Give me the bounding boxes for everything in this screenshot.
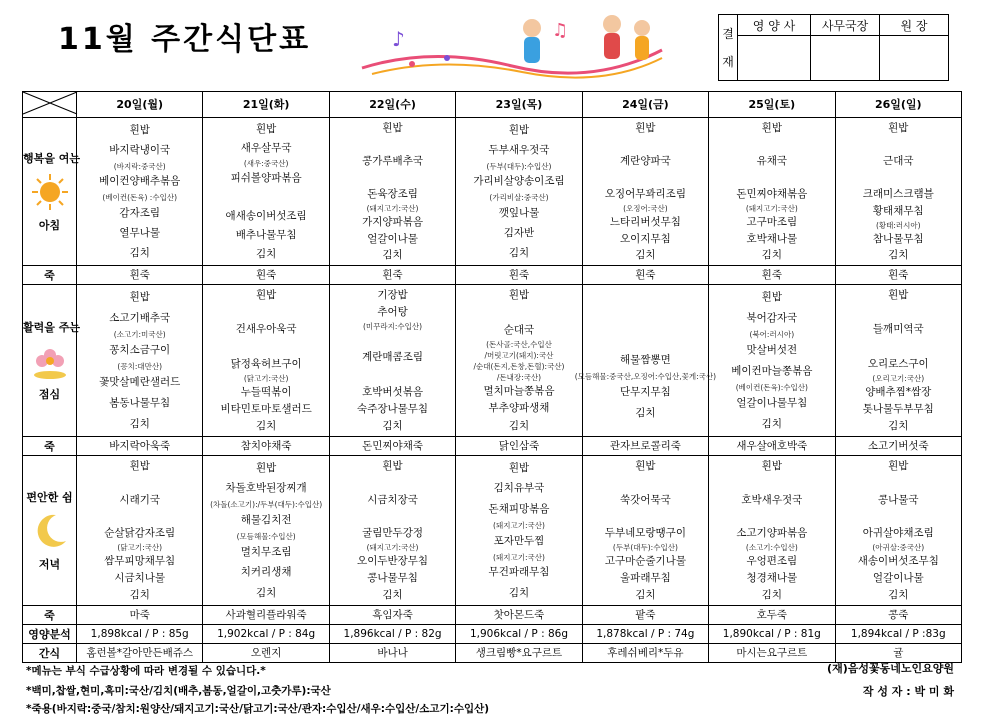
lunch-label-bottom: 점심: [38, 387, 61, 401]
nutrition-cell: 1,902kcal / P : 84g: [203, 625, 329, 644]
footer-org: (재)음성꽃동네노인요양원: [827, 662, 954, 675]
day-header: 26일(일): [835, 92, 961, 118]
juk-cell: 흑임자죽: [329, 606, 455, 625]
menu-item: 흰밥: [129, 291, 150, 303]
menu-item: /돈내장:국산): [496, 372, 542, 382]
menu-item: 아귀살야채조림: [862, 527, 934, 540]
menu-item: [583, 137, 708, 154]
lunch-row: [23, 285, 962, 437]
menu-item: [709, 475, 834, 492]
dinner-label-bottom: 저녁: [38, 557, 61, 571]
menu-item: 애새송이버섯조림: [225, 210, 307, 222]
menu-item: 흰밥: [255, 289, 277, 302]
menu-item: 기장밥: [377, 289, 408, 302]
breakfast-label-bottom: 아침: [38, 218, 61, 232]
approval-sign-1: [738, 36, 811, 81]
snack-label: 간식: [23, 644, 77, 663]
juk-cell: 사과혈리플라워죽: [203, 606, 329, 625]
dinner-cell: [582, 456, 708, 606]
menu-item: 호박버섯볶음: [362, 385, 423, 398]
menu-item: 김치: [635, 407, 656, 419]
juk-cell: 흰죽: [709, 266, 835, 285]
juk-cell: 소고기버섯죽: [835, 437, 961, 456]
menu-item: 돈채피망볶음: [488, 503, 550, 516]
menu-item: 김자반: [503, 226, 535, 239]
breakfast-cell: [329, 118, 455, 266]
menu-item: 새송이버섯조무침: [857, 555, 939, 568]
menu-item: 근대국: [883, 155, 914, 168]
menu-item: 김치: [888, 419, 909, 432]
menu-item: [836, 509, 961, 526]
approval-col-nutritionist: 영 양 사: [738, 15, 811, 36]
nutrition-cell: 1,898kcal / P : 85g: [77, 625, 203, 644]
snack-row: [23, 644, 962, 663]
menu-item: [709, 137, 834, 154]
menu-item: 황태채무침: [872, 204, 924, 217]
menu-item: 김치: [761, 589, 782, 602]
menu-item: [330, 509, 455, 526]
menu-item: (소고기:수입산): [745, 543, 798, 553]
menu-item: 소고기배추국: [109, 312, 171, 324]
decorative-illustration: [352, 6, 672, 80]
dinner-cell: [709, 456, 835, 606]
menu-item: 가리비살양송이조림: [473, 175, 565, 188]
menu-item: 흰밥: [761, 459, 782, 472]
menu-item: (가리비살:중국산): [489, 192, 549, 202]
menu-item: 유채국: [756, 155, 788, 168]
menu-item: 흰밥: [888, 121, 909, 134]
menu-item: (돼지고기:국산): [366, 543, 419, 553]
menu-item: 순살닭감자조림: [104, 527, 176, 540]
menu-item: [330, 475, 455, 492]
lunch-label: [23, 285, 80, 437]
menu-item: [836, 137, 961, 154]
menu-item: 배추나물무침: [235, 229, 297, 241]
menu-item: (황태:러시아): [875, 220, 921, 230]
menu-item: [583, 308, 708, 329]
menu-item: 흰밥: [508, 289, 530, 302]
menu-item: 베이컨마늘쫑볶음: [731, 365, 813, 377]
lunch-cell: [329, 285, 455, 437]
breakfast-row: [23, 118, 962, 266]
menu-item: 김치: [382, 419, 403, 432]
menu-item: 포자만두찜: [493, 534, 545, 547]
menu-item: (오징어:국산): [623, 204, 668, 214]
menu-item: 흰밥: [508, 123, 530, 136]
juk-cell: 흰죽: [456, 266, 582, 285]
dinner-cell: [329, 456, 455, 606]
menu-item: (차돌(소고기):/두부(대두):수입산): [210, 500, 323, 510]
menu-item: 김치: [255, 587, 277, 600]
menu-item: 가지양파볶음: [362, 215, 423, 228]
flower-icon: [30, 341, 70, 381]
menu-item: 김치: [888, 249, 909, 262]
menu-item: 흰밥: [761, 291, 782, 303]
approval-box: [718, 14, 949, 81]
menu-item: (베이컨(돈육):수입산): [735, 383, 808, 392]
menu-item: [330, 332, 455, 349]
menu-item: 호박새우젓국: [741, 493, 803, 506]
nutrition-cell: 1,890kcal / P : 81g: [709, 625, 835, 644]
menu-item: 들깨미역국: [872, 323, 924, 336]
breakfast-cell: [456, 118, 582, 266]
lunch-cell: [456, 285, 582, 437]
menu-item: 김치: [888, 589, 909, 602]
menu-item: [203, 188, 328, 207]
breakfast-cell: [582, 118, 708, 266]
menu-item: [203, 338, 328, 355]
snack-cell: 홈런볼*갈아만든배쥬스: [77, 644, 203, 663]
juk-label: 죽: [23, 606, 77, 625]
breakfast-cell: [709, 118, 835, 266]
menu-item: [836, 338, 961, 355]
menu-item: (돼지고기:국산): [493, 520, 545, 530]
menu-item: (오리고기:국산): [872, 373, 925, 383]
menu-item: 울파래무침: [620, 572, 671, 585]
juk-cell: 돈민찌야채죽: [329, 437, 455, 456]
snack-cell: 귤: [835, 644, 961, 663]
menu-item: 콩가루배추국: [362, 155, 423, 168]
day-header: 25일(토): [709, 92, 835, 118]
svg-text:♫: ♫: [552, 20, 569, 41]
menu-item: [836, 304, 961, 321]
menu-item: 시래기국: [119, 493, 160, 506]
lunch-cell: [835, 285, 961, 437]
menu-table: [22, 91, 962, 663]
juk-cell: 콩죽: [835, 606, 961, 625]
approval-sign-2: [811, 36, 880, 81]
dinner-cell: [77, 456, 203, 606]
menu-item: 흰밥: [761, 121, 782, 134]
lunch-cell: [574, 285, 717, 437]
nutrition-cell: 1,906kcal / P : 86g: [456, 625, 582, 644]
menu-item: 치커리생채: [240, 566, 292, 579]
menu-item: 오이두반장무침: [357, 555, 429, 568]
menu-item: (바지락:중국산): [113, 161, 166, 171]
menu-item: [77, 475, 202, 492]
menu-item: 누들떡볶이: [240, 385, 292, 398]
menu-item: 김치: [255, 248, 277, 260]
menu-item: [583, 329, 708, 350]
menu-item: (닭고기:국산): [243, 373, 289, 383]
nutrition-cell: 1,896kcal / P : 82g: [329, 625, 455, 644]
menu-item: (돼지고기:국산): [493, 552, 545, 562]
menu-item: 흰밥: [635, 121, 656, 134]
dinner-cell: [456, 456, 582, 606]
menu-item: (꽁치:대만산): [117, 362, 163, 371]
menu-item: [709, 170, 834, 187]
snack-cell: 바나나: [329, 644, 455, 663]
juk-cell: 흰죽: [203, 266, 329, 285]
menu-item: 쌈무피망채무침: [104, 555, 176, 568]
menu-item: 김치: [761, 418, 782, 430]
juk-cell: 흰죽: [77, 266, 203, 285]
menu-item: 쑥갓어묵국: [620, 493, 671, 506]
juk-cell: 마죽: [77, 606, 203, 625]
menu-item: 맛살버섯전: [746, 344, 798, 356]
menu-item: 계란매콤조림: [362, 351, 423, 364]
menu-item: 봄동나물무침: [109, 397, 171, 409]
juk-dinner-row: [23, 606, 962, 625]
menu-item: 콩나물국: [877, 493, 919, 506]
menu-item: [836, 475, 961, 492]
menu-item: 해물김치전: [240, 514, 292, 527]
menu-item: 고구마순줄기나물: [604, 555, 686, 568]
snack-cell: 후레쉬베리*두유: [582, 644, 708, 663]
menu-item: 부추양파생채: [488, 402, 550, 415]
approval-side-bottom: 재: [722, 54, 734, 69]
menu-item: 깻잎나물: [498, 206, 540, 219]
menu-item: 흰밥: [382, 121, 403, 134]
menu-item: 흰밥: [255, 123, 277, 135]
menu-item: 김치: [382, 589, 403, 602]
footer-note-3: *죽용(바지락:중국/참치:원양산/돼지고기:국산/닭고기:국산/관자:수입산/새우:수입산/소고기:수입산): [26, 703, 490, 715]
juk-cell: 흰죽: [329, 266, 455, 285]
menu-item: 흰밥: [635, 459, 656, 472]
menu-item: 순대국: [503, 323, 535, 336]
day-header: 24일(금): [582, 92, 708, 118]
nutrition-cell: 1,878kcal / P : 74g: [582, 625, 708, 644]
lunch-cell: [203, 285, 329, 437]
menu-item: (닭고기:국산): [117, 543, 163, 553]
menu-item: 닭정육허브구이: [230, 357, 302, 370]
day-header: 22일(수): [329, 92, 455, 118]
menu-item: (모듬해물:중국산,오징어:수입산,꽃게:국산): [574, 372, 717, 381]
juk-cell: 호두죽: [709, 606, 835, 625]
menu-item: (베이컨(돈육) :수입산): [102, 192, 177, 202]
menu-item: 김치: [508, 419, 530, 432]
menu-item: 시금치나물: [114, 572, 166, 585]
corner-cell: [23, 92, 77, 118]
menu-item: 무건파래무침: [488, 566, 550, 579]
menu-item: 꽁치소금구이: [109, 344, 171, 356]
menu-item: 베이컨양배추볶음: [99, 175, 181, 188]
menu-item: /머릿고기(돼지):국산: [484, 350, 554, 360]
menu-item: 오징어무꽈리조림: [604, 188, 686, 201]
menu-item: 돈육장조림: [367, 188, 418, 201]
footer-note-1: *메뉴는 부식 수급상황에 따라 변경될 수 있습니다.*: [26, 665, 266, 677]
juk-cell: 흰죽: [582, 266, 708, 285]
menu-item: 흰밥: [888, 459, 909, 472]
dinner-label-top: 편안한 쉼: [26, 490, 73, 504]
day-header: 23일(목): [456, 92, 582, 118]
menu-item: 김치: [635, 249, 656, 262]
menu-item: [456, 304, 581, 321]
juk-cell: 바지락아욱죽: [77, 437, 203, 456]
menu-item: 김치: [635, 589, 656, 602]
menu-item: /순대(돈지,돈창,돈혈):국산): [473, 361, 565, 371]
moon-icon: [30, 511, 70, 551]
menu-item: [836, 170, 961, 187]
menu-item: 김치: [129, 589, 150, 602]
menu-item: 꽃맛살메란샐러드: [99, 376, 181, 388]
menu-item: 김치: [761, 249, 782, 262]
breakfast-label-top: 행복을 여는: [23, 151, 80, 165]
menu-item: [583, 475, 708, 492]
approval-side-top: 결: [722, 26, 734, 41]
menu-item: 소고기양파볶음: [736, 527, 808, 540]
menu-item: 새우살무국: [240, 142, 292, 154]
breakfast-cell: [835, 118, 961, 266]
nutrition-row: [23, 625, 962, 644]
page-title: 11월 주간식단표: [58, 22, 312, 57]
menu-item: 톳나물두부무침: [862, 402, 934, 415]
sun-icon: [30, 172, 70, 212]
juk-cell: 닭인삼죽: [456, 437, 582, 456]
menu-item: 계란양파국: [620, 155, 671, 168]
menu-item: 얼갈이나물: [367, 232, 418, 245]
menu-item: 흰밥: [382, 459, 403, 472]
menu-item: (새우:중국산): [243, 159, 289, 168]
menu-item: [583, 170, 708, 187]
menu-item: 얼갈이나물: [872, 572, 924, 585]
menu-item: (미꾸라지:수입산): [363, 322, 423, 332]
menu-item: 굴림만두강정: [362, 527, 423, 540]
corner-cross-icon: [23, 92, 77, 114]
menu-item: 김치: [129, 418, 150, 430]
menu-item: 단무지무침: [620, 386, 671, 398]
menu-item: 크래미스크램블: [862, 188, 934, 201]
menu-item: [203, 304, 328, 321]
menu-item: 콩나물무침: [367, 572, 418, 585]
menu-item: 북어감자국: [746, 312, 798, 324]
day-header: 20일(월): [77, 92, 203, 118]
menu-item: 김치: [508, 587, 530, 600]
menu-item: [583, 509, 708, 526]
menu-item: 청경채나물: [746, 572, 798, 585]
lunch-cell: [77, 285, 203, 437]
menu-item: 우엉편조림: [746, 555, 798, 568]
juk-cell: 관자브로콜리죽: [582, 437, 708, 456]
menu-item: 숙주장나물무침: [357, 402, 429, 415]
menu-item: 오이지무침: [620, 232, 671, 245]
menu-item: 돈민찌야채볶음: [736, 188, 808, 201]
footer-note-2: *백미,찹쌀,현미,흑미:국산/김치(배추,봄동,얼갈이,고춧가루):국산: [26, 685, 331, 697]
breakfast-cell: [203, 118, 329, 266]
menu-item: (모듬해물:수입산): [236, 531, 296, 541]
approval-sign-3: [880, 36, 949, 81]
menu-item: 두부네모랑땡구이: [604, 527, 686, 540]
juk-cell: 찻아몬드죽: [456, 606, 582, 625]
menu-item: 김치: [255, 419, 277, 432]
breakfast-label: [23, 118, 80, 266]
juk-cell: 팥죽: [582, 606, 708, 625]
nutrition-label: 영양분석: [23, 625, 77, 644]
footer-author: 작 성 자 : 박 미 화: [862, 685, 954, 698]
menu-item: 피쉬볼양파볶음: [230, 172, 302, 184]
menu-item: (돼지고기:국산): [745, 204, 798, 214]
menu-item: (북어:러시아): [749, 330, 795, 339]
snack-cell: 오렌지: [203, 644, 329, 663]
juk-lunch-row: [23, 437, 962, 456]
menu-item: (아귀살:중국산): [872, 543, 925, 553]
approval-col-director: 원 장: [880, 15, 949, 36]
menu-item: 멸치무조림: [240, 545, 292, 558]
dinner-cell: [203, 456, 329, 606]
menu-item: 흰밥: [129, 123, 150, 136]
menu-item: [330, 137, 455, 154]
menu-item: 두부새우젓국: [488, 143, 550, 156]
juk-label: 죽: [23, 437, 77, 456]
menu-item: 시금치장국: [367, 493, 418, 506]
breakfast-cell: [77, 118, 203, 266]
menu-item: 김치: [129, 247, 150, 260]
menu-item: 양배추찜*쌈장: [865, 385, 932, 398]
lunch-label-top: 활력을 주는: [23, 320, 80, 334]
nutrition-cell: 1,894kcal / P :83g: [835, 625, 961, 644]
menu-item: 추어탕: [377, 306, 408, 319]
menu-item: 김치유부국: [493, 482, 545, 495]
menu-item: 차돌호박된장찌개: [225, 482, 307, 495]
menu-item: 흰밥: [255, 461, 277, 474]
juk-cell: 새우살애호박죽: [709, 437, 835, 456]
juk-morning-row: [23, 266, 962, 285]
menu-item: 흰밥: [888, 289, 909, 302]
menu-item: 흰밥: [129, 459, 150, 472]
snack-cell: 마시는요구르트: [709, 644, 835, 663]
menu-item: 흰밥: [508, 461, 530, 474]
menu-item: 비타민토마토샐러드: [220, 402, 312, 415]
menu-item: 오리로스구이: [867, 357, 929, 370]
menu-item: (돈사골:국산,수입산: [486, 339, 552, 349]
menu-item: 해물짬뽕면: [620, 354, 671, 366]
menu-item: 참나물무침: [872, 232, 924, 245]
dinner-row: [23, 456, 962, 606]
menu-item: 느타리버섯무침: [609, 215, 681, 228]
menu-item: 감자조림: [119, 206, 160, 219]
svg-text:♪: ♪: [392, 27, 405, 51]
snack-cell: 생크림빵*요구르트: [456, 644, 582, 663]
menu-item: 바지락냉이국: [109, 143, 171, 156]
menu-item: 얼갈이나물무침: [736, 397, 808, 409]
menu-item: 김치: [382, 249, 403, 262]
menu-item: 건새우아욱국: [235, 323, 297, 336]
dinner-cell: [835, 456, 961, 606]
approval-col-manager: 사무국장: [811, 15, 880, 36]
menu-item: 고구마조림: [746, 215, 798, 228]
menu-item: [330, 367, 455, 384]
lunch-cell: [709, 285, 835, 437]
menu-item: (소고기:미국산): [113, 330, 166, 339]
menu-item: 호박채나물: [746, 232, 798, 245]
day-header: 21일(화): [203, 92, 329, 118]
juk-cell: 참치야채죽: [203, 437, 329, 456]
menu-item: 멸치마늘쫑볶음: [483, 385, 555, 398]
menu-item: 열무나물: [119, 226, 160, 239]
menu-item: [709, 509, 834, 526]
dinner-label: [23, 456, 77, 606]
menu-item: (돼지고기:국산): [366, 204, 419, 214]
menu-item: [583, 287, 708, 308]
menu-item: 김치: [508, 247, 530, 260]
juk-cell: 흰죽: [835, 266, 961, 285]
juk-label: 죽: [23, 266, 77, 285]
menu-item: [330, 170, 455, 187]
menu-item: (두부(대두):수입산): [486, 161, 552, 171]
menu-item: (두부(대두):수입산): [612, 543, 678, 553]
menu-item: [77, 509, 202, 526]
